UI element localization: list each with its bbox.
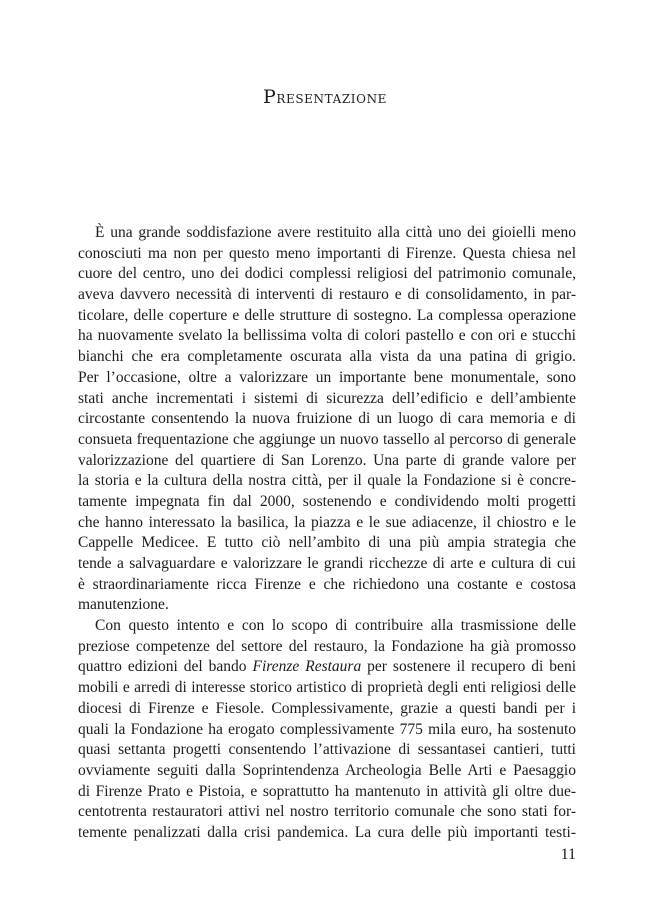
text-line: la storia e la cultura della nostra città, per il quale la Fondazione si è concre- [78,472,576,490]
text-line: circostante consentendo la nuova fruizione di un luogo di cara memoria e di [78,410,576,428]
text-line: stati anche incrementati i sistemi di sicurezza dell’edificio e dell’ambiente [78,389,576,407]
text-line: diocesi di Firenze e Fiesole. Complessivamente, grazie a questi bandi per i [78,699,576,717]
text-line: Cappelle Medicee. E tutto ciò nell’ambito di una più ampia strategia che [78,534,576,552]
text-line: aveva davvero necessità di interventi di restauro e di consolidamento, in par- [78,286,576,304]
text-line: che hanno interessato la basilica, la piazza e le sue adiacenze, il chiostro e le [78,513,576,531]
text-line: ovviamente seguiti dalla Soprintendenza Archeologia Belle Arti e Paesaggio [78,761,576,779]
title-initial: P [262,86,277,108]
text-line: consueta frequentazione che aggiunge un nuovo tassello al percorso di generale [78,430,576,448]
text-line: bianchi che era completamente oscurata alla vista da una patina di grigio. [78,348,576,366]
title-rest: resentazione [276,88,388,108]
text-line: ha nuovamente svelato la bellissima volta di colori pastello e con ori e stucchi [78,327,576,345]
page-title [0,86,650,108]
text-line: valorizzazione del quartiere di San Lorenzo. Una parte di grande valore per [78,451,576,469]
text-line: È una grande soddisfazione avere restituito alla città uno dei gioielli meno [95,224,576,241]
text-line: tamente impegnata fin dal 2000, sostenendo e condividendo molti progetti [78,492,576,510]
text-line: preziose competenze del settore del restauro, la Fondazione ha già promosso [78,637,576,655]
text-line: di Firenze Prato e Pistoia, e soprattutto ha mantenuto in attività gli oltre due- [78,782,576,800]
text-line: quali la Fondazione ha erogato complessivamente 775 mila euro, ha sostenuto [78,720,576,738]
text-line: mobili e arredi di interesse storico artistico di proprietà degli enti religiosi delle [78,679,576,697]
italic-title: Firenze Restaura [252,658,362,676]
text-line: tende a salvaguardare e valorizzare le grandi ricchezze di arte e cultura di cui [78,555,576,572]
text-line: quasi settanta progetti consentendo l’attivazione di sessantasei cantieri, tutti [78,741,576,759]
text-line: temente penalizzati dalla crisi pandemica. La cura delle più importanti testi- [78,823,576,841]
text-line: centotrenta restauratori attivi nel nostro territorio comunale che sono stati for- [78,803,576,821]
text-line: conosciuti ma non per questo meno importanti di Firenze. Questa chiesa nel [78,244,576,262]
text-line: cuore del centro, uno dei dodici complessi religiosi del patrimonio comunale, [78,265,576,283]
text-line: è straordinariamente ricca Firenze e che richiedono una costante e costosa [78,575,576,593]
text-line: Con questo intento e con lo scopo di contribuire alla trasmissione delle [95,617,576,635]
text-line: quattro edizioni del bando Firenze Restaura per sostenere il recupero di beni [78,658,576,676]
body-text [78,223,576,844]
text-line: manutenzione. [78,596,169,614]
text-line: Per l’occasione, oltre a valorizzare un importante bene monumentale, sono [78,368,576,386]
page-number: 11 [560,846,576,863]
text-line: ticolare, delle coperture e delle strutture di sostegno. La complessa operazione [78,306,576,324]
